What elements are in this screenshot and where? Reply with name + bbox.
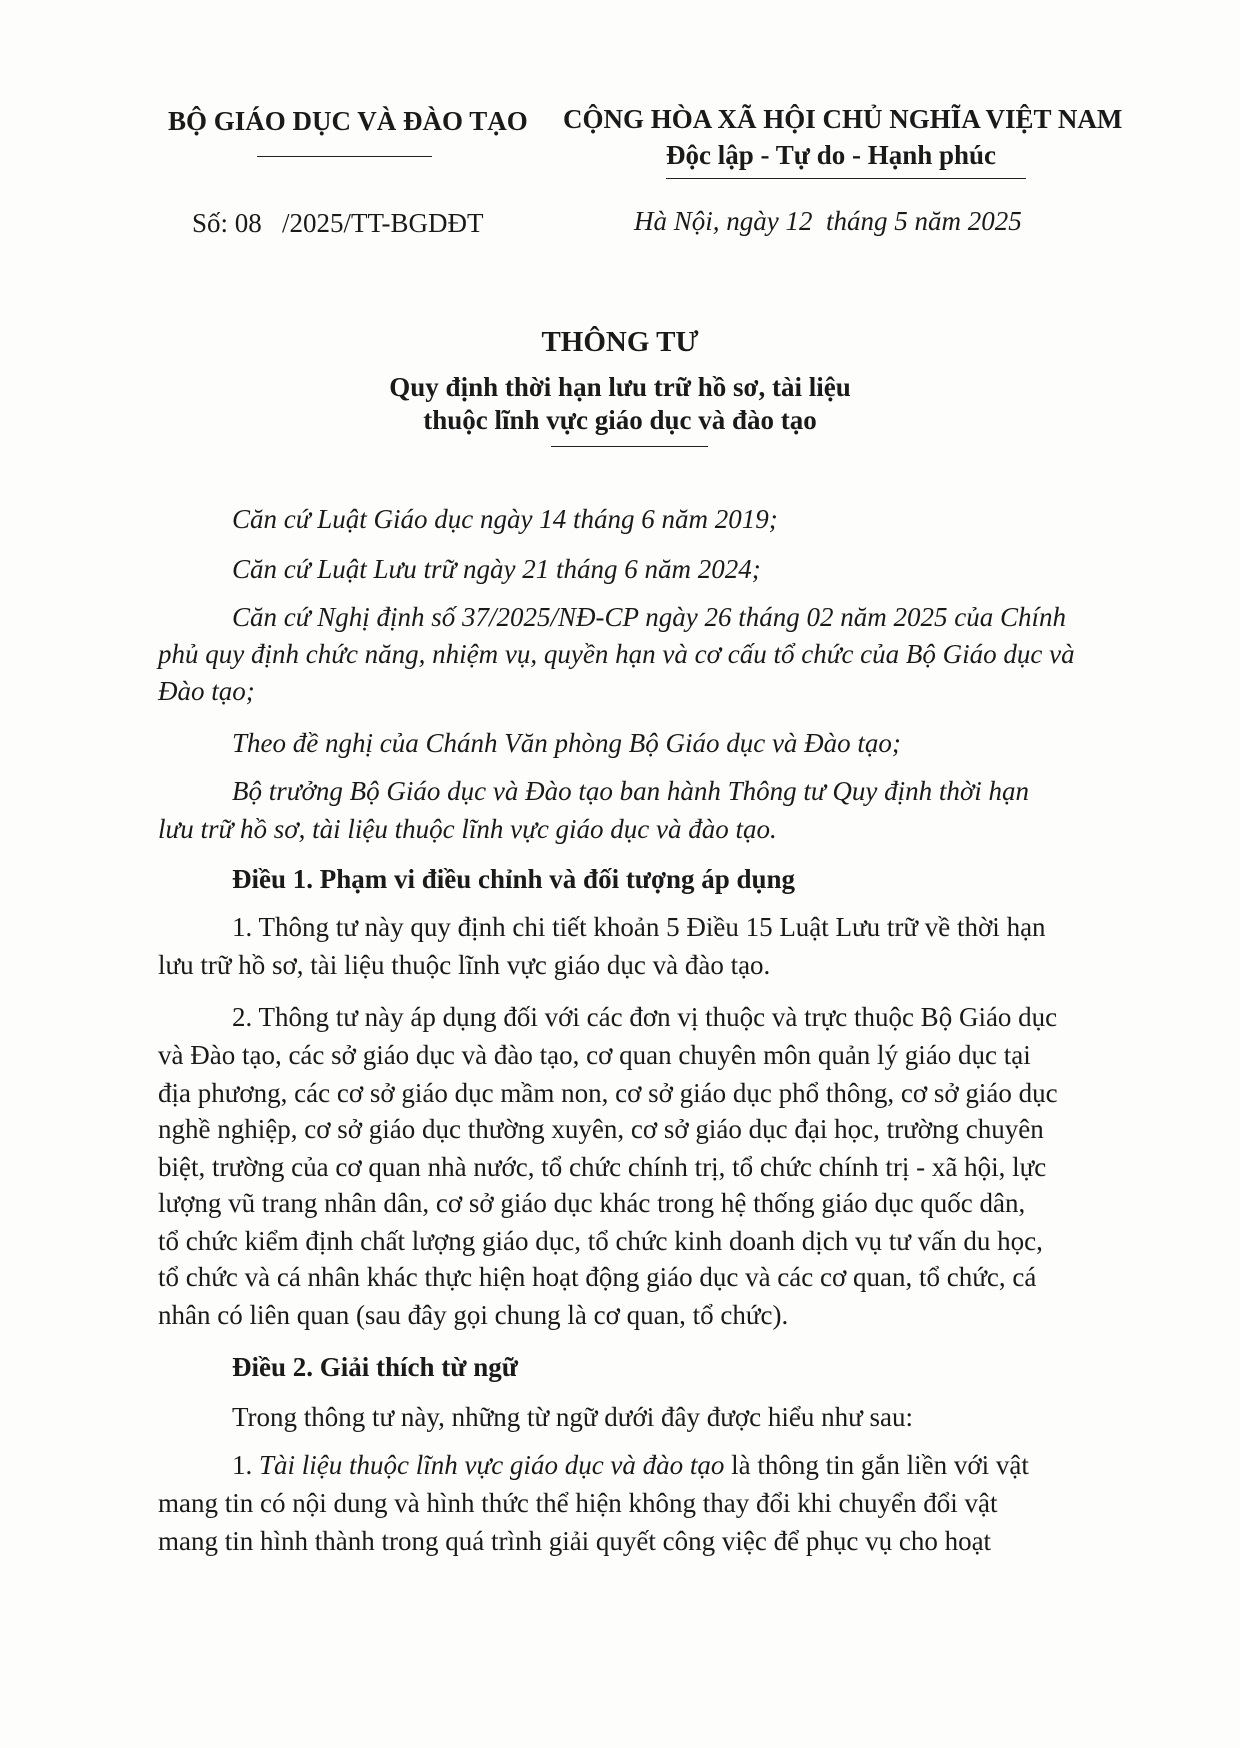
document-subtitle-line-2: thuộc lĩnh vực giáo dục và đào tạo [423,405,817,435]
title-underline [551,446,708,447]
article-1-clause-2-line: nhân có liên quan (sau đây gọi chung là cơ quan, tổ chức). [158,1300,789,1330]
article-1-clause-2-line: lượng vũ trang nhân dân, cơ sở giáo dục khác trong hệ thống giáo dục quốc dân, [158,1188,1026,1218]
article-2-heading: Điều 2. Giải thích từ ngữ [232,1352,518,1382]
motto-underline [666,178,1026,179]
article-1-clause-2-line: và Đào tạo, các sở giáo dục và đào tạo, cơ quan chuyên môn quản lý giáo dục tại [158,1040,1031,1070]
ministry-name: BỘ GIÁO DỤC VÀ ĐÀO TẠO [168,106,528,136]
article-2-intro: Trong thông tư này, những từ ngữ dưới đây được hiểu như sau: [232,1402,913,1432]
preamble-line: Căn cứ Luật Lưu trữ ngày 21 tháng 6 năm 2024; [232,554,761,584]
national-motto: Độc lập - Tự do - Hạnh phúc [666,140,997,170]
ministry-underline [257,156,432,157]
article-1-clause-2-line: 2. Thông tư này áp dụng đối với các đơn vị thuộc và trực thuộc Bộ Giáo dục [232,1002,1058,1032]
article-1-clause-2-line: tổ chức và cá nhân khác thực hiện hoạt động giáo dục và các cơ quan, tổ chức, cá [158,1262,1037,1292]
preamble-line: Bộ trưởng Bộ Giáo dục và Đào tạo ban hành Thông tư Quy định thời hạn [232,776,1029,806]
document-subtitle-line-1: Quy định thời hạn lưu trữ hồ sơ, tài liệu [389,372,851,402]
preamble-line: Đào tạo; [158,676,255,706]
place-and-date: Hà Nội, ngày 12 tháng 5 năm 2025 [634,206,1022,236]
country-name: CỘNG HÒA XÃ HỘI CHỦ NGHĨA VIỆT NAM [563,104,1123,134]
preamble-line: lưu trữ hồ sơ, tài liệu thuộc lĩnh vực giáo dục và đào tạo. [158,814,777,844]
article-1-heading: Điều 1. Phạm vi điều chỉnh và đối tượng áp dụng [232,864,796,894]
article-1-clause-1-line: lưu trữ hồ sơ, tài liệu thuộc lĩnh vực giáo dục và đào tạo. [158,950,771,980]
defined-term: Tài liệu thuộc lĩnh vực giáo dục và đào tạo [259,1450,725,1480]
preamble-line: Theo đề nghị của Chánh Văn phòng Bộ Giáo dục và Đào tạo; [232,728,901,758]
preamble-line: phủ quy định chức năng, nhiệm vụ, quyền hạn và cơ cấu tổ chức của Bộ Giáo dục và [158,639,1075,669]
preamble-line: Căn cứ Nghị định số 37/2025/NĐ-CP ngày 26 tháng 02 năm 2025 của Chính [232,602,1066,632]
article-1-clause-2-line: tổ chức kiểm định chất lượng giáo dục, tổ chức kinh doanh dịch vụ tư vấn du học, [158,1226,1043,1256]
article-2-clause-1-first-line [232,1452,1029,1479]
document-type: THÔNG TƯ [541,326,699,358]
article-1-clause-1-line: 1. Thông tư này quy định chi tiết khoản 5 Điều 15 Luật Lưu trữ về thời hạn [232,912,1046,942]
document-number: Số: 08 /2025/TT-BGDĐT [192,208,484,238]
article-2-clause-1-line: mang tin có nội dung và hình thức thể hiện không thay đổi khi chuyển đổi vật [158,1488,998,1518]
article-1-clause-2-line: biệt, trường của cơ quan nhà nước, tổ chức chính trị, tổ chức chính trị - xã hội, lực [158,1152,1047,1182]
article-1-clause-2-line: nghề nghiệp, cơ sở giáo dục thường xuyên, cơ sở giáo dục đại học, trường chuyên [158,1114,1044,1144]
preamble-line: Căn cứ Luật Giáo dục ngày 14 tháng 6 năm 2019; [232,504,778,534]
article-1-clause-2-line: địa phương, các cơ sở giáo dục mầm non, cơ sở giáo dục phổ thông, cơ sở giáo dục [158,1078,1058,1108]
clause-number: 1. [232,1450,259,1480]
article-2-clause-1-line: mang tin hình thành trong quá trình giải quyết công việc để phục vụ cho hoạt [158,1526,992,1556]
definition-text: là thông tin gắn liền với vật [724,1450,1029,1480]
